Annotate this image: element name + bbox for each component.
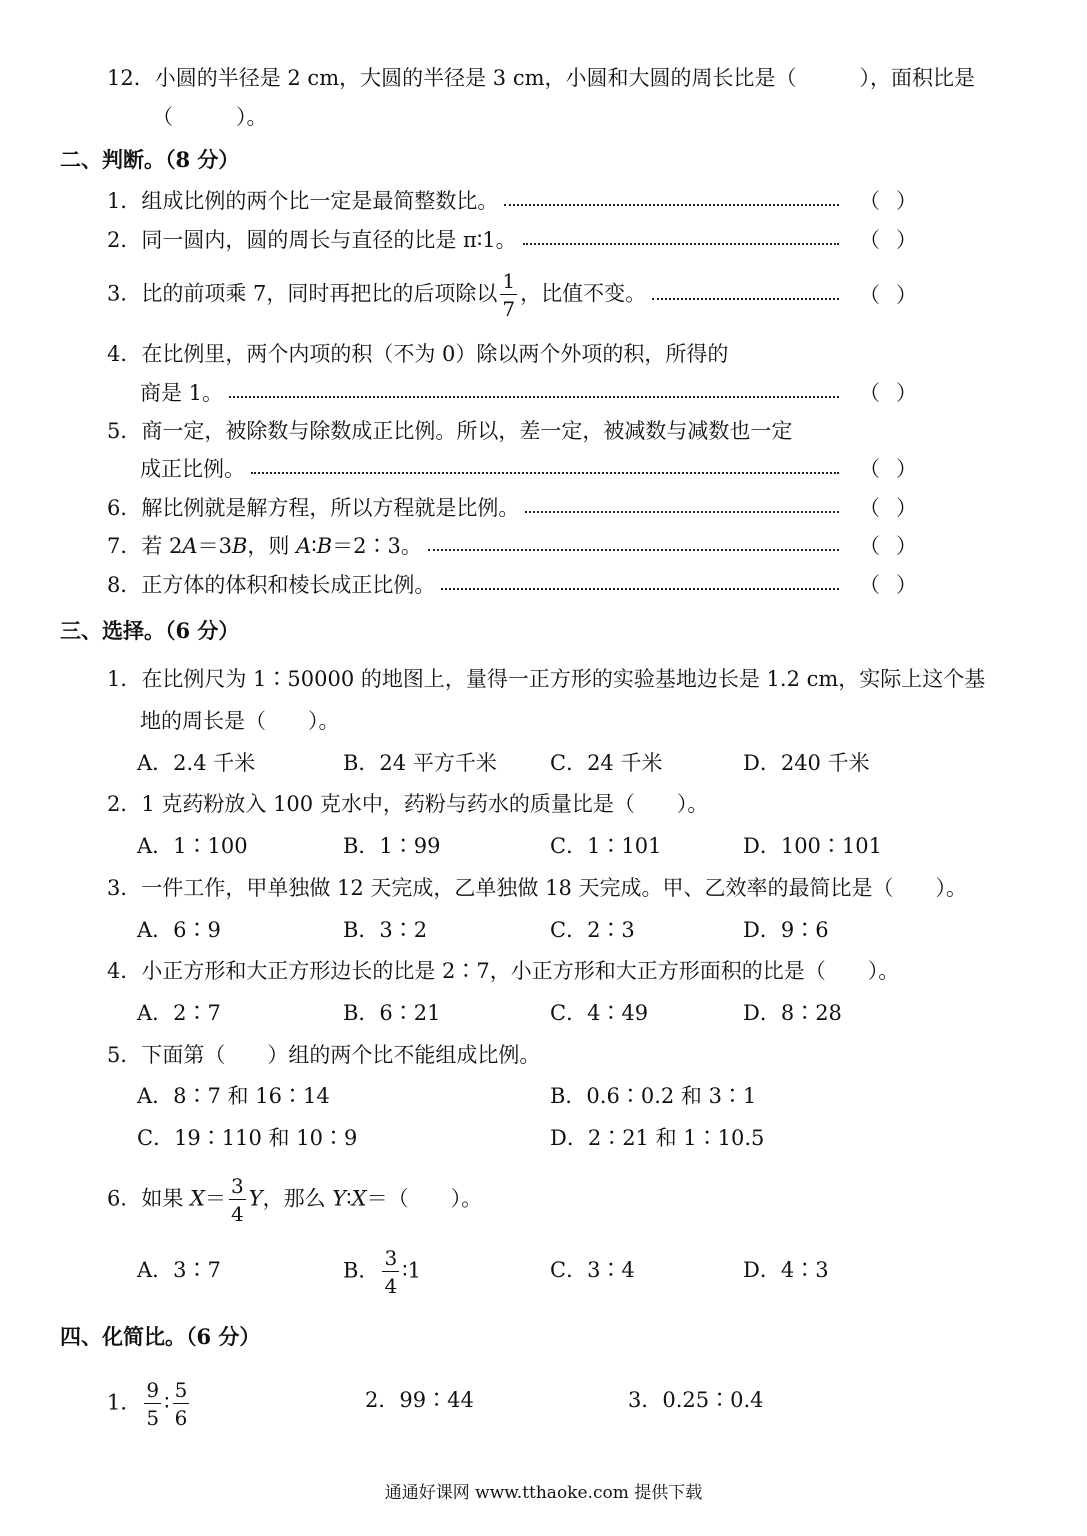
choice-q1-line2: 地的周长是（ ）。 (140, 709, 340, 733)
choice-q1-option-b[interactable]: B．24 平方千米 (343, 751, 497, 775)
judge-item-text: 8．正方体的体积和棱长成正比例。 (107, 573, 436, 597)
judge-item-text: 7．若 2A＝3B，则 A∶B＝2∶3。 (107, 534, 422, 558)
judge-item-5-line1: 5．商一定，被除数与除数成正比例。所以，差一定，被减数与减数也一定 (107, 419, 793, 443)
judge-item-text: 商是 1。 (140, 381, 224, 405)
judge-item-2 (107, 225, 917, 255)
fraction-three-quarters: $\frac{3}{4}$ (384, 1246, 398, 1298)
leader-dots (504, 204, 839, 206)
leader-dots (229, 396, 839, 398)
fraction-one-seventh: $\frac{1}{7}$ (502, 269, 516, 321)
choice-q5-text: 5．下面第（ ）组的两个比不能组成比例。 (107, 1043, 541, 1067)
leader-dots (525, 511, 839, 513)
judge-item-8 (107, 570, 917, 600)
choice-q2-text: 2．1 克药粉放入 100 克水中，药粉与药水的质量比是（ ）。 (107, 792, 709, 816)
section2-title: 二、判断。（8 分） (60, 147, 240, 172)
choice-q1-option-d[interactable]: D．240 千米 (743, 751, 870, 775)
answer-parens[interactable]: （ ） (859, 189, 917, 213)
q12-line2: （ ）。 (152, 105, 268, 129)
answer-parens[interactable]: （ ） (859, 496, 917, 520)
answer-parens[interactable]: （ ） (859, 457, 917, 481)
judge-item-5 (140, 454, 917, 484)
choice-q4-option-b[interactable]: B．6∶21 (343, 1001, 441, 1025)
choice-q6-option-a[interactable]: A．3∶7 (137, 1258, 221, 1282)
choice-q2-option-d[interactable]: D．100∶101 (743, 834, 883, 858)
leader-dots (523, 243, 839, 245)
q12-line1: 12．小圆的半径是 2 cm，大圆的半径是 3 cm，小圆和大圆的周长比是（ ），面积比是 (107, 66, 975, 90)
choice-q5-option-b[interactable]: B．0.6∶0.2 和 3∶1 (550, 1084, 757, 1108)
choice-q6-option-c[interactable]: C．3∶4 (550, 1258, 635, 1282)
choice-q3-text: 3．一件工作，甲单独做 12 天完成，乙单独做 18 天完成。甲、乙效率的最简比是（ ）。 (107, 876, 968, 900)
choice-q5-option-c[interactable]: C．19∶110 和 10∶9 (137, 1126, 358, 1150)
choice-q1-option-a[interactable]: A．2.4 千米 (137, 751, 256, 775)
fraction-three-quarters: $\frac{3}{4}$ (231, 1174, 244, 1226)
answer-parens[interactable]: （ ） (859, 228, 917, 252)
judge-item-text: 1．组成比例的两个比一定是最简整数比。 (107, 189, 499, 213)
leader-dots (251, 472, 839, 474)
choice-q5-option-a[interactable]: A．8∶7 和 16∶14 (137, 1084, 330, 1108)
simplify-problem-2: 2．99∶44 (365, 1388, 474, 1412)
judge-item-text: 6．解比例就是解方程，所以方程就是比例。 (107, 496, 520, 520)
section4-title: 四、化简比。（6 分） (60, 1324, 261, 1349)
judge-item-text: 成正比例。 (140, 457, 245, 481)
judge-item-text: 2．同一圆内，圆的周长与直径的比是 π∶1。 (107, 228, 517, 252)
leader-dots (441, 588, 839, 590)
choice-q5-option-d[interactable]: D．2∶21 和 1∶10.5 (550, 1126, 765, 1150)
leader-dots (652, 298, 839, 300)
choice-q3-option-d[interactable]: D．9∶6 (743, 918, 829, 942)
choice-q1-line1: 1．在比例尺为 1∶50000 的地图上，量得一正方形的实验基地边长是 1.2 cm，实际上这个基 (107, 667, 986, 691)
judge-item-7 (107, 531, 917, 561)
choice-q4-text: 4．小正方形和大正方形边长的比是 2∶7，小正方形和大正方形面积的比是（ ）。 (107, 959, 900, 983)
choice-q2-option-b[interactable]: B．1∶99 (343, 834, 441, 858)
choice-q3-option-b[interactable]: B．3∶2 (343, 918, 428, 942)
judge-item-4-line1: 4．在比例里，两个内项的积（不为 0）除以两个外项的积，所得的 (107, 342, 729, 366)
answer-parens[interactable]: （ ） (859, 534, 917, 558)
fraction-five-sixths: $\frac{5}{6}$ (174, 1378, 188, 1430)
choice-q6-option-b[interactable]: B． $\frac{3}{4}$ ∶1 (343, 1246, 421, 1298)
choice-q6-text: 6．如果 X＝ $\frac{3}{4}$ Y，那么 Y∶X＝（ ）。 (107, 1174, 483, 1226)
answer-parens[interactable]: （ ） (859, 283, 917, 307)
choice-q2-option-c[interactable]: C．1∶101 (550, 834, 662, 858)
choice-q1-option-c[interactable]: C．24 千米 (550, 751, 663, 775)
section3-title: 三、选择。（6 分） (60, 618, 240, 643)
choice-q2-option-a[interactable]: A．1∶100 (137, 834, 248, 858)
fraction-nine-fifths: $\frac{9}{5}$ (146, 1378, 160, 1430)
choice-q4-option-c[interactable]: C．4∶49 (550, 1001, 649, 1025)
judge-item-text: 3．比的前项乘 7，同时再把比的后项除以 $\frac{1}{7}$ ，比值不变。 (107, 269, 647, 321)
choice-q3-option-c[interactable]: C．2∶3 (550, 918, 635, 942)
choice-q4-option-d[interactable]: D．8∶28 (743, 1001, 842, 1025)
answer-parens[interactable]: （ ） (859, 573, 917, 597)
judge-item-1 (107, 186, 917, 216)
judge-item-6 (107, 493, 917, 523)
footer-source-note: 通通好课网 www.tthaoke.com 提供下载 (384, 1483, 703, 1503)
answer-parens[interactable]: （ ） (859, 381, 917, 405)
judge-item-3 (107, 269, 917, 321)
choice-q6-option-d[interactable]: D．4∶3 (743, 1258, 829, 1282)
choice-q3-option-a[interactable]: A．6∶9 (137, 918, 221, 942)
simplify-problem-3: 3．0.25∶0.4 (628, 1388, 764, 1412)
judge-item-4 (140, 378, 917, 408)
simplify-problem-1: 1． $\frac{9}{5}$ ∶ $\frac{5}{6}$ (107, 1378, 188, 1430)
leader-dots (428, 549, 839, 551)
choice-q4-option-a[interactable]: A．2∶7 (137, 1001, 221, 1025)
